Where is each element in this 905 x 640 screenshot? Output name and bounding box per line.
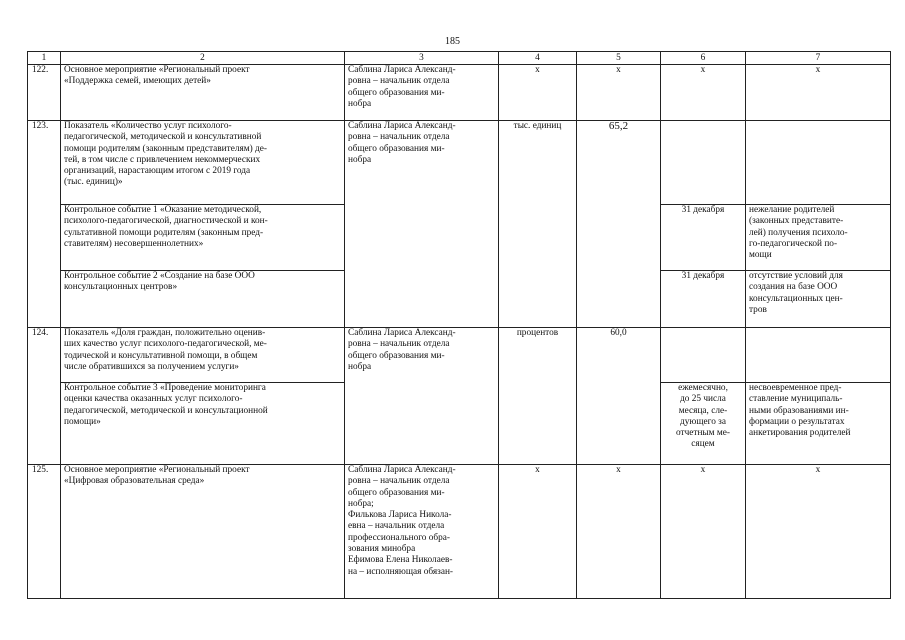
row-number: 123. xyxy=(28,121,61,328)
row-unit: процентов xyxy=(499,328,577,465)
event-date: ежемесячно, до 25 числа месяца, сле- дующего за отчетным ме- сяцем xyxy=(661,383,746,465)
event-name: Контрольное событие 3 «Проведение мониторинга оценки качества оказанных услуг психолого- педагогической, методической и консультационной помощи» xyxy=(61,383,345,465)
row-value: x xyxy=(577,465,661,599)
empty-cell xyxy=(661,328,746,383)
column-header: 2 xyxy=(61,52,345,65)
row-number: 124. xyxy=(28,328,61,465)
column-header: 1 xyxy=(28,52,61,65)
event-risk: несвоевременное пред- ставление муниципаль- ными образованиями ин- формации о результатах анкетирования родителей xyxy=(746,383,891,465)
column-header: 6 xyxy=(661,52,746,65)
row-responsible: Саблина Лариса Александ- ровна – начальник отдела общего образования ми- нобра xyxy=(345,328,499,465)
row-responsible: Саблина Лариса Александ- ровна – начальник отдела общего образования ми- нобра; Филькова Лариса Никола- евна – начальник отдела профессионального обра- зования минобра Ефимова Елена Николаев- на – исполняющая обязан- xyxy=(345,465,499,599)
row-value: x xyxy=(577,65,661,121)
table-row xyxy=(28,65,891,121)
column-header: 5 xyxy=(577,52,661,65)
row-responsible: Саблина Лариса Александ- ровна – начальник отдела общего образования ми- нобра xyxy=(345,65,499,121)
table-row xyxy=(28,328,891,383)
empty-cell xyxy=(661,121,746,205)
column-header: 3 xyxy=(345,52,499,65)
row-name: Основное мероприятие «Региональный проект «Цифровая образовательная среда» xyxy=(61,465,345,599)
row-name: Показатель «Количество услуг психолого- педагогической, методической и консультативной помощи родителям (законным представителям) де- тей, в том числе с привлечением некоммерческих организаций, нарастающим итогом с 2019 года (тыс. единиц)» xyxy=(61,121,345,205)
page-number: 185 xyxy=(445,36,460,47)
empty-cell xyxy=(746,328,891,383)
row-unit: тыс. единиц xyxy=(499,121,577,328)
event-name: Контрольное событие 1 «Оказание методической, психолого-педагогической, диагностической и кон- сультативной помощи родителям (законным пред- ставителям) несовершеннолетних» xyxy=(61,205,345,271)
row-date: x xyxy=(661,65,746,121)
table-row xyxy=(28,465,891,599)
table-header-row xyxy=(28,52,891,65)
plan-table xyxy=(27,51,891,599)
row-number: 122. xyxy=(28,65,61,121)
event-date: 31 декабря xyxy=(661,271,746,328)
row-name: Основное мероприятие «Региональный проект «Поддержка семей, имеющих детей» xyxy=(61,65,345,121)
column-header: 7 xyxy=(746,52,891,65)
row-responsible: Саблина Лариса Александ- ровна – начальник отдела общего образования ми- нобра xyxy=(345,121,499,328)
row-unit: x xyxy=(499,465,577,599)
column-header: 4 xyxy=(499,52,577,65)
row-value: 65,2 xyxy=(577,121,661,328)
row-value: 60,0 xyxy=(577,328,661,465)
row-risk: x xyxy=(746,65,891,121)
table-row xyxy=(28,121,891,205)
row-name: Показатель «Доля граждан, положительно оценив- ших качество услуг психолого-педагогической, ме- тодической и консультативной помощи, в общем числе обратившихся за получением услуги» xyxy=(61,328,345,383)
row-number: 125. xyxy=(28,465,61,599)
row-risk: x xyxy=(746,465,891,599)
event-risk: отсутствие условий для создания на базе ООО консультационных цен- тров xyxy=(746,271,891,328)
event-risk: нежелание родителей (законных представите- лей) получения психоло- го-педагогической по- мощи xyxy=(746,205,891,271)
event-name: Контрольное событие 2 «Создание на базе ООО консультационных центров» xyxy=(61,271,345,328)
row-unit: x xyxy=(499,65,577,121)
empty-cell xyxy=(746,121,891,205)
event-date: 31 декабря xyxy=(661,205,746,271)
row-date: x xyxy=(661,465,746,599)
